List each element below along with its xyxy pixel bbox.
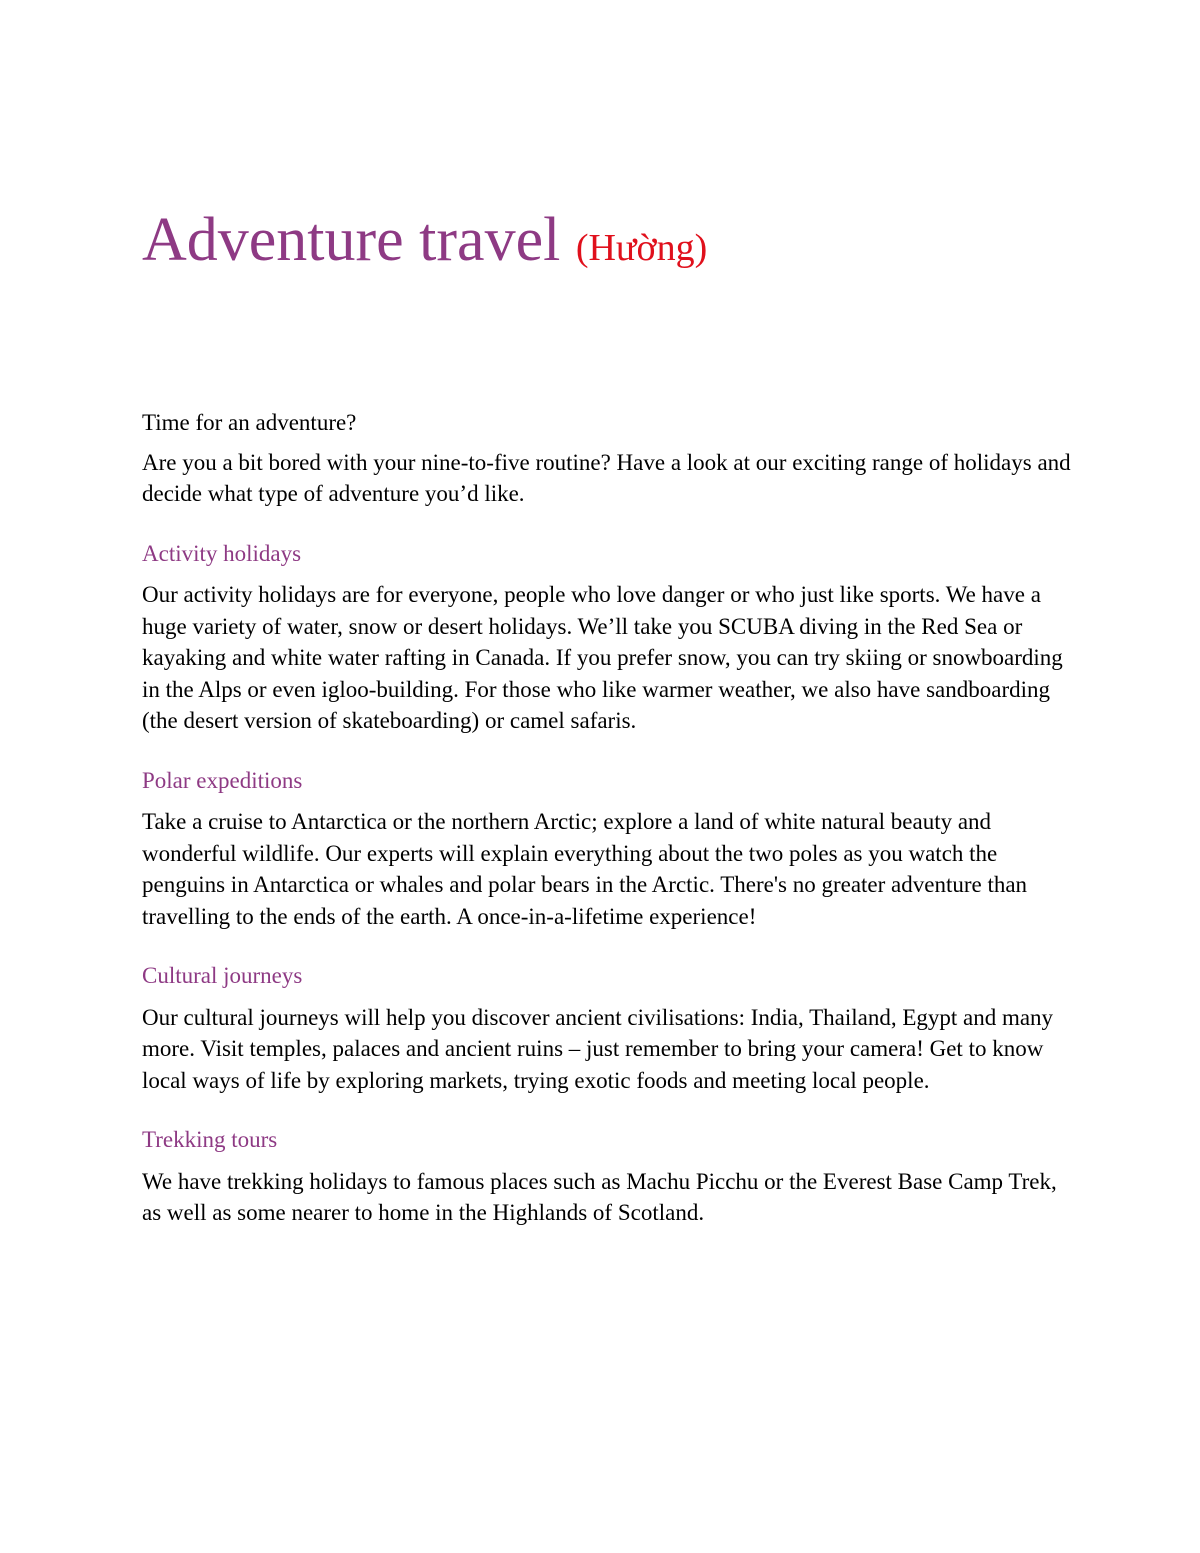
section-paragraph: We have trekking holidays to famous places such as Machu Picchu or the Everest Base Camp Trek, as well as some nearer to home in the Highlands of Scotland.	[142, 1168, 1057, 1225]
intro-paragraph: Are you a bit bored with your nine-to-five routine? Have a look at our exciting range of holidays and decide what type of adventure you’d like.	[142, 449, 1071, 506]
section-paragraph: Take a cruise to Antarctica or the northern Arctic; explore a land of white natural beauty and wonderful wildlife. Our experts will explain everything about the two poles as you watch the penguins in Antarctica or whales and polar bears in the Arctic. There's no greater adventure than travelling to the ends of the earth. A once-in-a-lifetime experience!	[142, 809, 1028, 929]
intro-question: Time for an adventure?	[142, 410, 357, 435]
document-body	[142, 407, 1072, 1229]
section-polar-expeditions	[142, 765, 1072, 933]
section-activity-holidays	[142, 538, 1072, 737]
title-author-note: (Hường)	[575, 227, 708, 269]
section-heading: Trekking tours	[142, 1127, 278, 1152]
page-title	[142, 200, 707, 288]
section-paragraph: Our activity holidays are for everyone, people who love danger or who just like sports. We have a huge variety of water, snow or desert holidays. We’ll take you SCUBA diving in the Red Sea or kayaking and white water rafting in Canada. If you prefer snow, you can try skiing or snowboarding in the Alps or even igloo-building. For those who like warmer weather, we also have sandboarding (the desert version of skateboarding) or camel safaris.	[142, 582, 1063, 733]
title-main: Adventure travel	[142, 206, 561, 274]
section-heading: Polar expeditions	[142, 767, 303, 793]
section-heading: Cultural journeys	[142, 963, 303, 988]
section-paragraph: Our cultural journeys will help you discover ancient civilisations: India, Thailand, Egypt and many more. Visit temples, palaces and ancient ruins – just remember to bring your camera! Get to know local ways of life by exploring markets, trying exotic foods and meeting local people.	[142, 1004, 1054, 1093]
section-heading: Activity holidays	[142, 540, 302, 566]
section-trekking-tours	[142, 1124, 1072, 1229]
section-cultural-journeys	[142, 960, 1072, 1096]
